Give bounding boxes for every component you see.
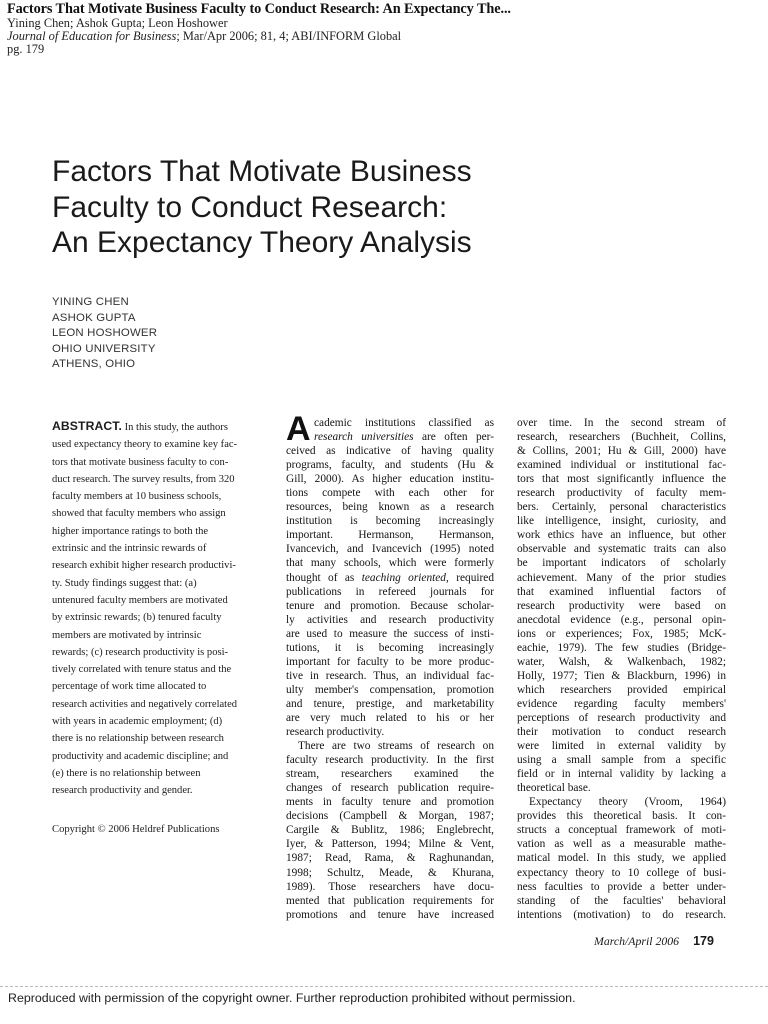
body-line: are used to measure the success of insti- [286,627,494,640]
body-line: thought of as teaching oriented, required [286,571,494,584]
body-line: vation as well as a measurable mathe- [517,838,726,851]
body-line: tions compete with each other for [286,487,494,500]
abstract-line: (e) there is no relationship between [52,767,201,779]
body-line: be important indicators of scholarly [517,557,726,570]
body-line: and tenure, prestige, and marketability [286,697,494,710]
author-location: ATHENS, OHIO [52,358,136,371]
body-line: institution is becoming increasingly [286,515,494,528]
body-line: decisions (Campbell & Morgan, 1987; [286,810,494,823]
body-line: Iyer, & Patterson, 1994; Milne & Vent, [286,838,494,851]
body-line: & Collins, 2001; Hu & Gill, 2000) have [517,445,726,458]
body-line: tutions, it is becoming increasingly [286,641,494,654]
body-line: tenure and promotion. Because scholar- [286,599,494,612]
abstract [52,418,270,800]
abstract-line: untenured faculty members are motivated [52,594,228,606]
body-line: important. Hermanson, Hermanson, [286,529,494,542]
body-line: Expectancy theory (Vroom, 1964) [529,796,726,809]
body-line: field or in internal validity by lacking a [517,768,726,781]
body-line: mented that publication requirements for [286,894,494,907]
body-line: achievement. Many of the prior studies [517,571,726,584]
body-line: were limited in external validity by [517,740,726,753]
body-line: that many schools, which were formerly [286,557,494,570]
footer-divider [0,986,768,987]
body-line: 1998; Schultz, Meade, & Khurana, [286,866,494,879]
database-record-title: Factors That Motivate Business Faculty to Conduct Research: An Expectancy The... [7,1,511,17]
body-line: anecdotal evidence (e.g., personal opin- [517,613,726,626]
body-line: are very much related to his or her [286,711,494,724]
body-line: like intelligence, insight, curiosity, and [517,515,726,528]
body-line: provides this theoretical basis. It con- [517,810,726,823]
body-line: promotions and tenure have increased [286,908,494,921]
abstract-line: faculty members at 10 business schools, [52,491,222,503]
emphasis-teaching-oriented: teaching oriented [361,571,446,584]
copyright-notice: Copyright © 2006 Heldref Publications [52,824,220,835]
author-name: ASHOK GUPTA [52,311,136,324]
body-line: ments in faculty tenure and promotion [286,796,494,809]
body-line: Gill, 2000). As higher education institu- [286,473,494,486]
body-line: changes of research publication require- [286,782,494,795]
journal-issue-info: ; Mar/Apr 2006; 81, 4; ABI/INFORM Global [176,29,402,43]
body-line: standing of the faculties' behavioral [517,894,726,907]
page-number: 179 [693,934,714,948]
body-line: Ivancevich, and Ivancevich (1995) noted [286,543,494,556]
database-record-journal [7,29,401,43]
abstract-line: members are motivated by intrinsic [52,629,202,641]
database-record-page: pg. 179 [7,42,45,56]
body-line: which researchers provided empirical [517,683,726,696]
database-record-authors: Yining Chen; Ashok Gupta; Leon Hoshower [7,16,228,30]
body-line: programs, faculty, and students (Hu & [286,459,494,472]
abstract-line [52,418,270,436]
body-line: There are two streams of research on [298,740,494,753]
body-line: examined individual or institutional fac- [517,459,726,472]
issue-date: March/April 2006 [594,934,680,948]
article-title [52,154,652,261]
body-line: ceived as indicative of having quality [286,445,494,458]
body-line: research productivity of faculty mem- [517,487,726,500]
article-title-line: Faculty to Conduct Research: [52,190,448,224]
body-line: their motivation to conduct research [517,726,726,739]
body-line: eachie, 1979). The few studies (Bridge- [517,641,726,654]
body-column-2 [286,410,494,922]
page-folio [594,934,714,949]
body-line: that examined influential factors of [517,585,726,598]
body-line: 1987; Read, Rama, & Raghunandan, [286,852,494,865]
abstract-line: tively correlated with tenure status and the [52,664,232,676]
emphasis-research-universities: research universities [314,431,414,444]
body-line: bers. Certainly, personal characteristics [517,501,726,514]
abstract-line: showed that faculty members who assign [52,508,226,520]
body-line: water, Walsh, & Walkenbach, 1982; [517,655,726,668]
abstract-line: productivity and academic discipline; and [52,750,229,762]
body-line: Holly, 1977; Tien & Blackburn, 1996) in [517,669,726,682]
body-line: 1989). Those researchers have docu- [286,880,494,893]
abstract-line: used expectancy theory to examine key fac- [52,439,238,451]
body-line: ness faculties to provide a better under- [517,880,726,893]
abstract-line: rewards; (c) research productivity is posi- [52,646,229,658]
body-line: publications in refereed journals for [286,585,494,598]
body-line: research, researchers (Buchheit, Collins, [517,431,726,444]
body-line: theoretical base. [517,782,591,795]
body-line: research productivity were based on [517,599,726,612]
abstract-line: by extrinsic rewards; (b) tenured faculty [52,612,222,624]
author-block [52,295,157,373]
body-line: evidence regarding faculty members' [517,697,726,710]
journal-name: Journal of Education for Business [7,29,177,43]
body-line: matical model. In this study, we applied [517,852,726,865]
abstract-line: duct research. The survey results, from 320 [52,473,235,485]
abstract-line: tors that motivate business faculty to con- [52,456,229,468]
abstract-line: there is no relationship between research [52,733,224,745]
author-name: LEON HOSHOWER [52,327,158,340]
article-title-line: An Expectancy Theory Analysis [52,226,472,259]
body-line: important for faculty to be more produc- [286,655,494,668]
body-line: research productivity. [286,726,385,739]
reproduction-notice: Reproduced with permission of the copyright owner. Further reproduction prohibited without permission. [8,991,576,1005]
body-line: work ethics have an influence, but other [517,529,726,542]
abstract-label: ABSTRACT. [52,419,122,433]
author-affiliation: OHIO UNIVERSITY [52,342,156,355]
body-line: ly activities and research productivity [286,613,494,626]
body-line: stream, researchers examined the [286,768,494,781]
body-line: over time. In the second stream of [517,417,726,429]
body-line: resources, being known as a research [286,501,494,514]
abstract-line: research productivity and gender. [52,785,193,797]
body-line: tors that most significantly influence the [517,473,726,486]
body-line: Cargile & Bublitz, 1986; Englebrecht, [286,824,494,837]
abstract-line-text: In this study, the authors [124,422,228,433]
abstract-line: percentage of work time allocated to [52,681,207,693]
abstract-line: research exhibit higher research productivi- [52,560,236,572]
body-line: observable and systematic traits can also [517,543,726,556]
body-line: ulty member's compensation, promotion [286,683,494,696]
body-line: intentions (motivation) to do research. [517,908,726,921]
body-line: structs a conceptual framework of moti- [517,824,726,837]
body-line: faculty research productivity. In the first [286,754,494,767]
body-line: ions or experiences; Fox, 1985; McK- [517,627,726,640]
abstract-line: ty. Study findings suggest that: (a) [52,577,197,589]
body-column-3 [517,416,726,922]
body-line: tive in research. Thus, an individual fac- [286,669,494,682]
abstract-line: with years in academic employment; (d) [52,716,223,728]
body-line: using a small sample from a specific [517,754,726,767]
body-line: expectancy theory to 10 college of busi- [517,866,726,879]
abstract-line: extrinsic and the intrinsic rewards of [52,543,207,555]
abstract-line: higher importance ratings to both the [52,525,209,537]
drop-cap: A [286,410,311,448]
body-line: perceptions of research productivity and [517,711,726,724]
body-line: research universities are often per- [314,431,494,444]
body-line: cademic institutions classified as [314,417,494,429]
article-title-line: Factors That Motivate Business [52,155,472,188]
abstract-line: research activities and negatively correlated [52,698,238,710]
author-name: YINING CHEN [52,296,129,308]
